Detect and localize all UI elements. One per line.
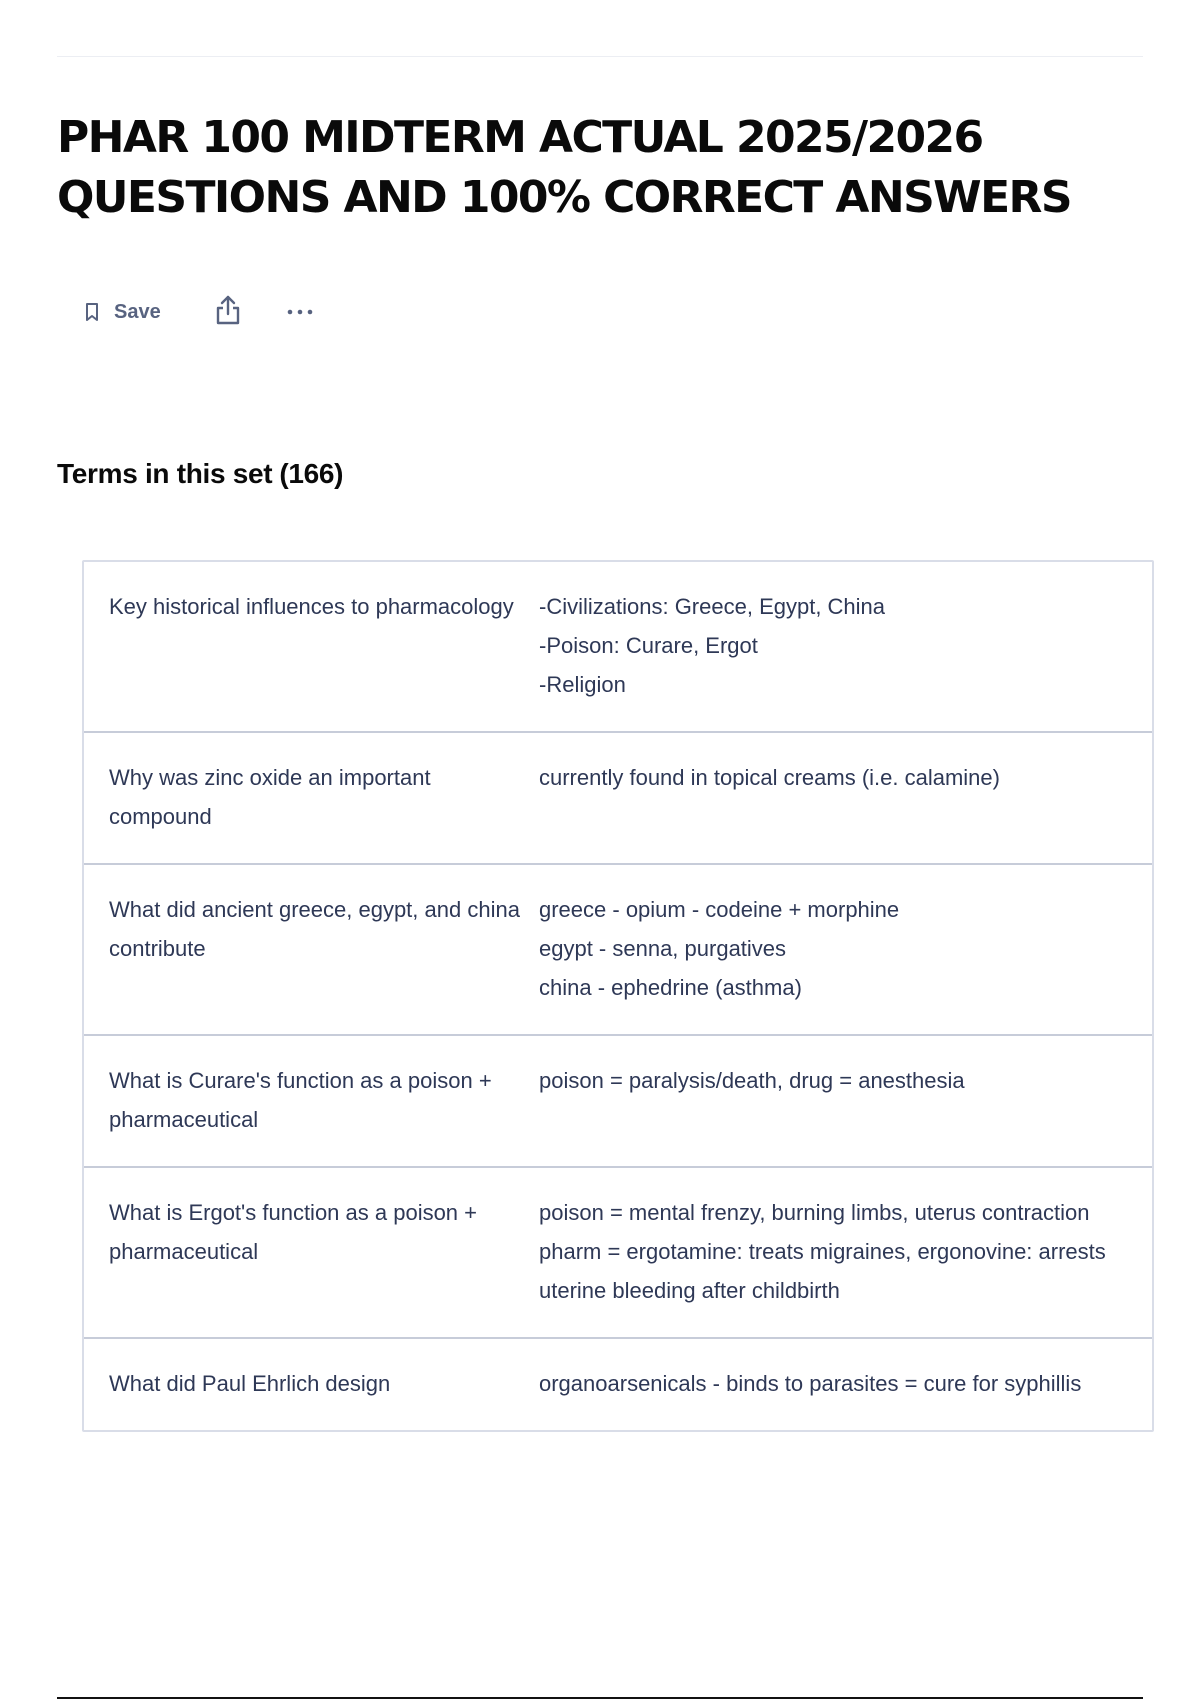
definition-line: pharm = ergotamine: treats migraines, ergonovine: arrests uterine bleeding after childbirth xyxy=(539,1239,1106,1303)
definition-line: -Civilizations: Greece, Egypt, China xyxy=(539,594,886,619)
term-word: What is Curare's function as a poison + pharmaceutical xyxy=(109,1068,492,1132)
definition-line: greece - opium - codeine + morphine xyxy=(539,897,900,922)
page-title-line: PHAR 100 MIDTERM ACTUAL 2025/2026 xyxy=(57,112,983,163)
term-card xyxy=(84,1034,1152,1166)
term-card xyxy=(84,1337,1152,1430)
more-options-icon xyxy=(285,303,315,321)
terms-count: (166) xyxy=(279,458,344,489)
bottom-divider xyxy=(57,1697,1143,1699)
definition-line: egypt - senna, purgatives xyxy=(539,936,787,961)
more-options-button[interactable] xyxy=(283,292,317,332)
term-word: What is Ergot's function as a poison + pharmaceutical xyxy=(109,1200,478,1264)
save-button[interactable] xyxy=(84,292,161,332)
definition-line: -Religion xyxy=(539,672,626,697)
definition-line: china - ephedrine (asthma) xyxy=(539,975,802,1000)
page-title xyxy=(57,108,1147,228)
definition-line: -Poison: Curare, Ergot xyxy=(539,633,758,658)
definition-line: poison = mental frenzy, burning limbs, uterus contraction xyxy=(539,1200,1090,1225)
terms-heading xyxy=(57,458,343,490)
term-definition xyxy=(539,758,1112,836)
term-card xyxy=(84,731,1152,863)
term-definition xyxy=(539,1061,1112,1139)
terms-heading-label: Terms in this set xyxy=(57,458,273,489)
definition-line: poison = paralysis/death, drug = anesthesia xyxy=(539,1068,965,1093)
top-divider xyxy=(57,56,1143,57)
share-icon xyxy=(214,295,242,330)
term-word: What did ancient greece, egypt, and china contribute xyxy=(109,897,520,961)
page-title-line: QUESTIONS AND 100% CORRECT ANSWERS xyxy=(57,172,1071,223)
terms-list xyxy=(82,560,1154,1432)
term-card xyxy=(84,1166,1152,1337)
term-word: Key historical influences to pharmacology xyxy=(109,594,514,619)
term-definition xyxy=(539,1364,1112,1403)
bookmark-icon xyxy=(84,302,100,322)
term-word: What did Paul Ehrlich design xyxy=(109,1371,391,1396)
term-card xyxy=(84,562,1152,731)
definition-line: organoarsenicals - binds to parasites = cure for syphillis xyxy=(539,1371,1082,1396)
term-definition xyxy=(539,1193,1112,1310)
term-card xyxy=(84,863,1152,1034)
definition-line: currently found in topical creams (i.e. calamine) xyxy=(539,765,1000,790)
term-definition xyxy=(539,890,1112,1007)
save-label: Save xyxy=(114,300,161,323)
share-button[interactable] xyxy=(213,292,243,332)
term-definition xyxy=(539,587,1112,704)
term-word: Why was zinc oxide an important compound xyxy=(109,765,431,829)
set-actions-toolbar xyxy=(84,292,317,332)
